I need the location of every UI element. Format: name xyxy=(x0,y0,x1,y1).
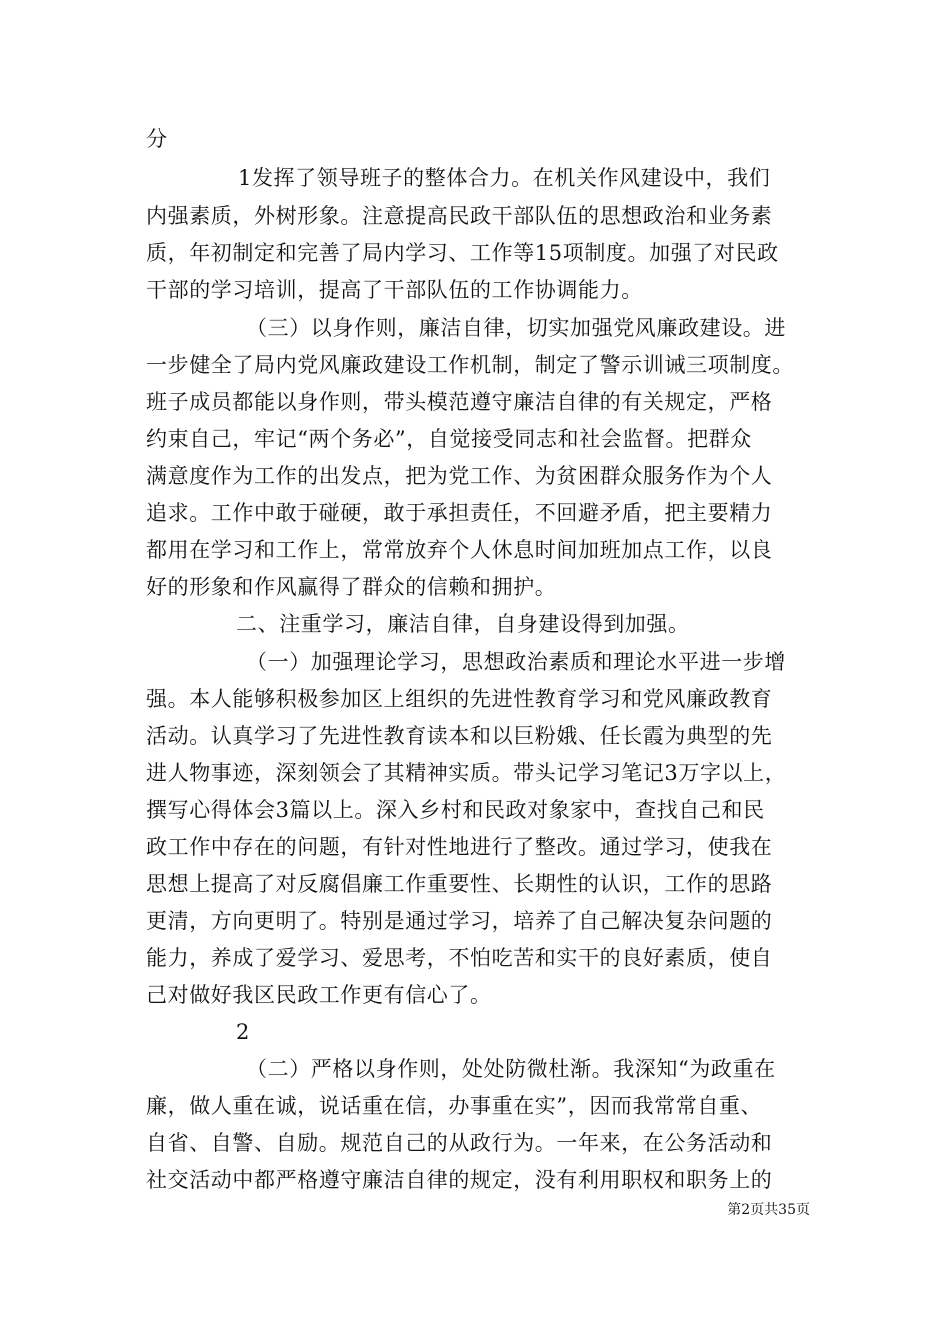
page-number-inline: 2 xyxy=(236,1020,250,1044)
text-line: 干部的学习培训，提高了干部队伍的工作协调能力。 xyxy=(146,278,643,302)
text-line: 好的形象和作风赢得了群众的信赖和拥护。 xyxy=(146,575,557,599)
text-line: 强。本人能够积极参加区上组织的先进性教育学习和党风廉政教育 xyxy=(146,687,773,711)
text-line: 满意度作为工作的出发点，把为党工作、为贫困群众服务作为个人 xyxy=(146,464,773,488)
text-line: 追求。工作中敢于碰硬，敢于承担责任，不回避矛盾，把主要精力 xyxy=(146,501,773,525)
text-line: 班子成员都能以身作则，带头模范遵守廉洁自律的有关规定，严格 xyxy=(146,390,773,414)
text-line: 能力，养成了爱学习、爱思考，不怕吃苦和实干的良好素质，使自 xyxy=(146,946,773,970)
text-line: （三）以身作则，廉洁自律，切实加强党风廉政建设。进 xyxy=(246,316,786,340)
text-line: 思想上提高了对反腐倡廉工作重要性、长期性的认识，工作的思路 xyxy=(146,872,773,896)
text-line: 更清，方向更明了。特别是通过学习，培养了自己解决复杂问题的 xyxy=(146,909,773,933)
text-line: （一）加强理论学习，思想政治素质和理论水平进一步增 xyxy=(246,650,786,674)
text-line: 社交活动中都严格遵守廉洁自律的规定，没有利用职权和职务上的 xyxy=(146,1168,773,1192)
page-footer: 第2页共35页 xyxy=(727,1202,810,1218)
text-line: 自省、自警、自励。规范自己的从政行为。一年来，在公务活动和 xyxy=(146,1131,773,1155)
text-line: （二）严格以身作则，处处防微杜渐。我深知“为政重在 xyxy=(246,1057,776,1081)
text-line: 约束自己，牢记“两个务必”，自觉接受同志和社会监督。把群众 xyxy=(146,427,752,451)
text-line: 一步健全了局内党风廉政建设工作机制，制定了警示训诫三项制度。 xyxy=(146,353,794,377)
text-line: 撰写心得体会3篇以上。深入乡村和民政对象家中，查找自己和民 xyxy=(146,798,765,822)
text-line: 分 xyxy=(146,127,168,151)
text-line: 己对做好我区民政工作更有信心了。 xyxy=(146,983,492,1007)
text-line: 质，年初制定和完善了局内学习、工作等15项制度。加强了对民政 xyxy=(146,241,779,265)
text-line: 内强素质，外树形象。注意提高民政干部队伍的思想政治和业务素 xyxy=(146,204,773,228)
text-line: 都用在学习和工作上，常常放弃个人休息时间加班加点工作，以良 xyxy=(146,538,773,562)
text-line: 进人物事迹，深刻领会了其精神实质。带头记学习笔记3万字以上， xyxy=(146,761,787,785)
text-line: 1发挥了领导班子的整体合力。在机关作风建设中，我们 xyxy=(238,166,771,190)
section-heading: 二、注重学习，廉洁自律，自身建设得到加强。 xyxy=(236,612,690,636)
text-line: 活动。认真学习了先进性教育读本和以巨粉娥、任长霞为典型的先 xyxy=(146,724,773,748)
text-line: 廉，做人重在诚，说话重在信，办事重在实”，因而我常常自重、 xyxy=(146,1094,763,1118)
text-line: 政工作中存在的问题，有针对性地进行了整改。通过学习，使我在 xyxy=(146,835,773,859)
